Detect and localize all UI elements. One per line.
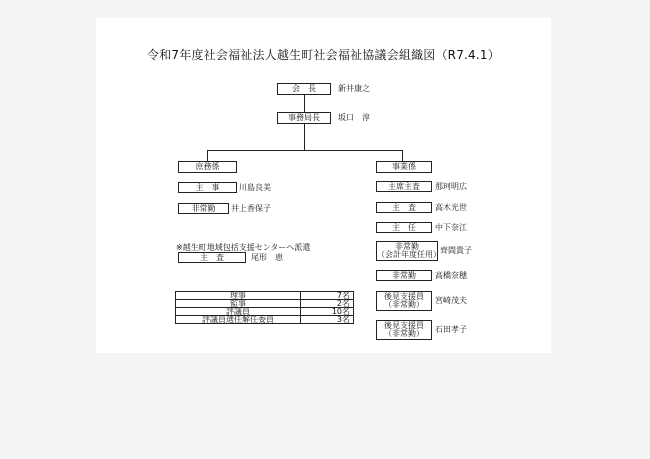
biz-member-5-name: 宮崎茂夫: [435, 296, 467, 305]
biz-member-4-role: 非常勤: [392, 270, 416, 280]
board-count: 10名: [301, 308, 354, 316]
org-chart-sheet: [96, 18, 551, 353]
secretary-general-role-box: [277, 112, 331, 124]
biz-member-3-name: 齊間貴子: [440, 246, 472, 255]
biz-member-5-role: 後見支援員: [384, 292, 424, 301]
board-label: 評議員: [176, 308, 301, 316]
general-affairs-header-label: 庶務係: [195, 162, 220, 171]
board-label: 理事: [176, 292, 301, 300]
ga-member-0-role: 主 事: [195, 182, 220, 192]
biz-member-6-name: 石田孝子: [435, 325, 467, 334]
connector-president: [304, 95, 305, 112]
biz-member-3-role-sub: （会計年度任用）: [377, 250, 441, 259]
table-row: [176, 292, 354, 300]
ga-member-1-role-box: [178, 203, 229, 214]
ga-member-1-name: 井上香保子: [231, 204, 271, 213]
ga-member-0-name: 川島良美: [239, 183, 271, 192]
business-header-label: 事業係: [392, 162, 416, 171]
biz-member-4-name: 高橋奈穂: [435, 271, 467, 280]
biz-member-0-role-box: [376, 181, 432, 192]
secretary-general-name: 坂口 淳: [338, 113, 370, 122]
biz-member-1-name: 高木光世: [435, 203, 467, 212]
biz-member-2-role: 主 任: [392, 222, 416, 232]
connector-left-drop: [207, 150, 208, 161]
connector-right-drop: [402, 150, 403, 161]
biz-member-6-role-box: [376, 320, 432, 340]
biz-member-6-role-sub: （非常勤）: [384, 329, 424, 338]
board-count: 2名: [301, 300, 354, 308]
biz-member-2-name: 中下奈江: [435, 223, 467, 232]
biz-member-6-role: 後見支援員: [384, 321, 424, 330]
dispatch-role: 主 査: [200, 252, 224, 262]
ga-member-0-role-box: [178, 182, 237, 193]
biz-member-4-role-box: [376, 270, 432, 281]
chart-title: 令和7年度社会福祉法人越生町社会福祉協議会組織図（R7.4.1）: [147, 48, 500, 62]
board-label: 監事: [176, 300, 301, 308]
biz-member-5-role-box: [376, 291, 432, 311]
president-name: 新井康之: [338, 84, 370, 93]
board-label: 評議員選任解任委員: [176, 316, 301, 324]
table-row: [176, 316, 354, 324]
board-count: 3名: [301, 316, 354, 324]
biz-member-1-role-box: [376, 202, 432, 213]
president-role: 会 長: [292, 84, 316, 93]
biz-member-1-role: 主 査: [392, 202, 416, 212]
table-row: [176, 300, 354, 308]
secretary-general-role: 事務局長: [288, 113, 320, 122]
dispatch-role-box: [178, 252, 246, 263]
biz-member-0-role: 主席主査: [388, 181, 420, 191]
connector-horizontal: [207, 150, 403, 151]
board-count: 7名: [301, 292, 354, 300]
connector-trunk: [304, 124, 305, 150]
president-role-box: [277, 83, 331, 95]
general-affairs-header: [178, 161, 237, 173]
biz-member-2-role-box: [376, 222, 432, 233]
ga-member-1-role: 非常勤: [191, 203, 216, 213]
board-table: [175, 291, 354, 324]
dispatch-note: ※越生町地域包括支援センターへ派遣: [176, 243, 311, 252]
biz-member-3-role-box: [376, 241, 441, 261]
biz-member-3-role: 非常勤: [395, 242, 419, 251]
biz-member-5-role-sub: （非常勤）: [384, 300, 424, 309]
business-header: [376, 161, 432, 173]
dispatch-name: 尾形 恵: [251, 253, 283, 262]
biz-member-0-name: 那珂明広: [435, 182, 467, 191]
